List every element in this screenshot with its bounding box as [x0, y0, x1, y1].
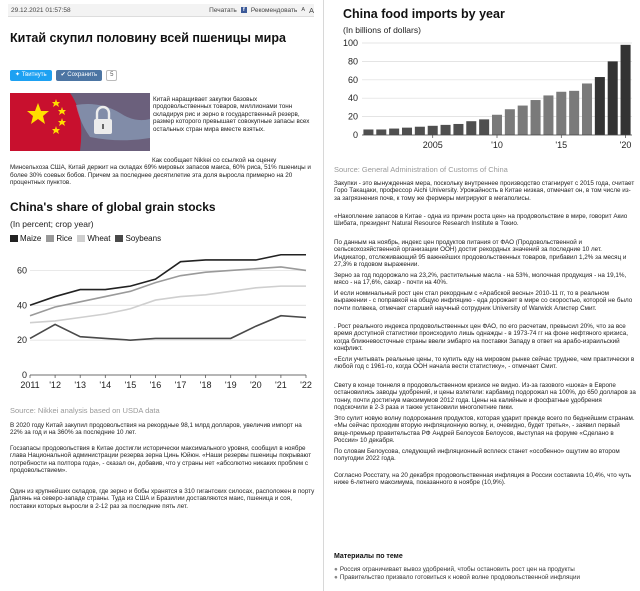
- vk-icon: ✔: [60, 72, 68, 78]
- y-tick-label: 40: [16, 300, 27, 311]
- bar-2014: [543, 95, 553, 135]
- bar-2004: [415, 127, 425, 135]
- legend-swatch: [115, 235, 123, 242]
- bullet-icon: ●: [334, 566, 338, 573]
- x-tick-label: '13: [74, 380, 87, 390]
- legend-label: Rice: [56, 234, 73, 243]
- share-bar: [10, 70, 117, 81]
- grain-stocks-chart: [10, 245, 310, 395]
- recommend-link[interactable]: Рекомендовать: [250, 6, 298, 14]
- x-tick-label: '16: [149, 380, 162, 390]
- y-tick-label: 100: [342, 38, 358, 48]
- print-link[interactable]: Печатать: [209, 6, 237, 14]
- bar-2017: [582, 83, 592, 135]
- imports-chart-subtitle: (In billions of dollars): [343, 25, 421, 35]
- x-tick-label: '18: [199, 380, 212, 390]
- article-paragraph: И если номинальный рост цен стал рекордным с «Арабской весны» 2010-11 гг, то в реальном выражении - с поправкой на общую инфляцию - еда дорожает в мире со скоростью, которой не было почти полвека, отмечает старший научный сотрудник University of Warwick Алистер Смит.: [334, 290, 633, 312]
- bar-2008: [466, 121, 476, 135]
- bar-2019: [608, 61, 618, 135]
- related-materials-heading: Материалы по теме: [334, 553, 403, 560]
- bar-2003: [402, 128, 412, 135]
- bar-2001: [376, 129, 386, 135]
- article-toolbar: [8, 4, 314, 17]
- y-tick-label: 20: [16, 335, 27, 346]
- article-paragraph: «Если учитывать реальные цены, то купить еду на мировом рынке сейчас труднее, чем практически в любой год с 1961-го, когда ООН начала вести статистику», - отмечает Смит.: [334, 356, 635, 371]
- twitter-icon: ✦: [15, 72, 22, 78]
- bullet-icon: ●: [334, 574, 338, 581]
- article-paragraph: Госзапасы продовольствия в Китае достигли исторически максимального уровня, сообщил в ноябре глава Национальной администрации резерва зерна Цинь Юйюн. «Наши резервы пшеницы покрывают потребности на полтора года», - сказал он, добавив, что у страны нет «абсолютно никаких проблем с продовольствием».: [10, 445, 312, 475]
- bar-2009: [479, 119, 489, 135]
- x-tick-label: '17: [174, 380, 187, 390]
- x-tick-label: '21: [275, 380, 287, 390]
- y-tick-label: 80: [347, 56, 358, 67]
- bar-2007: [453, 124, 463, 135]
- y-tick-label: 40: [347, 93, 358, 104]
- related-link[interactable]: ● Правительство призвало готовиться к новой волне продовольственной инфляции: [334, 574, 580, 581]
- grain-chart-source: Source: Nikkei analysis based on USDA data: [10, 406, 160, 415]
- article-paragraph: Как сообщает Nikkei со ссылкой на оценку Минсельхоза США, Китай держит на складах 69% мировых запасов маиса, 60% риса, 51% пшеницы и более 30% соевых бобов. Причем за последнее десятилетие эта доля выросла примерно на 20 процентных пунктов.: [10, 157, 311, 187]
- y-tick-label: 20: [347, 111, 358, 122]
- vk-save-button[interactable]: ✔ Сохранить: [56, 70, 103, 81]
- legend-item-wheat: [77, 234, 110, 243]
- imports-chart-title: China food imports by year: [343, 7, 505, 21]
- legend-label: Wheat: [87, 234, 111, 243]
- legend-swatch: [46, 235, 54, 242]
- article-paragraph: По словам Белоусова, следующий инфляционный всплеск станет «особенно» ощутим во втором полугодии 2022 года.: [334, 448, 620, 463]
- imports-chart-source: Source: General Administration of Customs of China: [334, 165, 508, 174]
- grain-chart-subtitle: (In percent; crop year): [10, 219, 94, 229]
- article-paragraph: Согласно Росстату, на 20 декабря продовольственная инфляция в России составила 10,4%, что чуть ниже 6-летнего максимума, показанного в ноябре (10,9%).: [334, 472, 632, 487]
- tweet-button[interactable]: ✦ Твитнуть: [10, 70, 52, 81]
- bar-2006: [441, 125, 451, 135]
- related-link[interactable]: ● Россия ограничивает вывоз удобрений, чтобы остановить рост цен на продукты: [334, 566, 575, 573]
- x-tick-label: '22: [300, 380, 312, 390]
- bar-2020: [621, 45, 631, 135]
- grain-chart-legend: [10, 234, 161, 243]
- bar-2012: [518, 106, 528, 135]
- article-paragraph: Один из крупнейших складов, где зерно и бобы хранятся в 310 гигантских силосах, расположен в порту Далянь на северо-западе страны. Туда из США и Бразилии доставляются маис, пшеница и соя, поставки которых выросли в 2-12 раз за последние пять лет.: [10, 488, 315, 510]
- bar-2002: [389, 129, 399, 135]
- article-paragraph: Китай наращивает закупки базовых продовольственных товаров, миллионами тонн складируя рис и зерно в государственный резерв, размер которого превышает совокупные запасы всех остальных стран мира вместе взятых.: [153, 96, 310, 133]
- x-tick-label: '10: [491, 140, 503, 150]
- article-paragraph: Зерно за год подорожало на 23,2%, растительные масла - на 53%, молочная продукция - на 19,1%, мясо - на 17,6%, сахар - почти на 40%.: [334, 272, 627, 287]
- legend-item-soybeans: [115, 234, 161, 243]
- bar-2005: [428, 126, 438, 135]
- x-tick-label: '15: [124, 380, 137, 390]
- x-tick-label: '12: [49, 380, 61, 390]
- y-tick-label: 60: [16, 265, 27, 276]
- bar-2015: [556, 92, 566, 135]
- legend-swatch: [10, 235, 18, 242]
- y-tick-label: 0: [352, 130, 358, 140]
- bar-2010: [492, 115, 502, 135]
- article-title: Китай скупил половину всей пшеницы мира: [10, 31, 286, 45]
- font-decrease-button[interactable]: А: [301, 7, 305, 13]
- article-paragraph: Закупки - это вынужденная мера, поскольку внутреннее производство стагнирует с 2015 года, считает Горо Такацаки, профессор Aichi University. Урожайность в Китае низкая, отмечает он, в том числе из-за загрязнения почв, к тому же фермеры мигрируют в мегаполисы.: [334, 180, 635, 202]
- article-paragraph: В 2020 году Китай закупил продовольствия на рекордные 98,1 млрд долларов, увеличив импорт на 22% за год и на 360% за последние 10 лет.: [10, 422, 302, 437]
- x-tick-label: '14: [99, 380, 112, 390]
- bar-2013: [531, 100, 541, 135]
- article-paragraph: «Накопление запасов в Китае - одна из причин роста цен» на продовольствие в мире, говорит Акио Шибата, президент Natural Resource Research Institute в Токио.: [334, 213, 628, 228]
- font-increase-button[interactable]: А: [308, 5, 314, 15]
- related-materials-list: [334, 566, 636, 582]
- article-paragraph: . Рост реального индекса продовольственных цен ФАО, по его расчетам, превысил 20%, что за все время доступной статистики происходило лишь однажды - в 1973-74 гг на фоне нефтяного кризиса, когда ближневосточные страны ввели эмбарго на поставки Западу в ответ на арабо-израильский конфликт.: [334, 323, 628, 353]
- column-divider: [323, 0, 324, 591]
- legend-label: Soybeans: [125, 234, 162, 243]
- china-flag-lock-image: [10, 93, 150, 151]
- x-tick-label: '20: [249, 380, 262, 390]
- x-tick-label: '19: [224, 380, 237, 390]
- article-paragraph: Это сулит новую волну подорожания продуктов, которая ударит прежде всего по беднейшим странам. «Мы сейчас проходим вторую инфляционную волну, и, очевидно, будет третья», - заявил первый вице-премьер правительства РФ Андрей Белоусов Белоусов, выступая на форуме «Сделано в России» 10 декабря.: [334, 415, 635, 445]
- facebook-icon: f: [241, 7, 247, 13]
- legend-item-rice: [46, 234, 72, 243]
- legend-swatch: [77, 235, 85, 242]
- legend-item-maize: [10, 234, 41, 243]
- legend-label: Maize: [20, 234, 42, 243]
- publish-date: 29.12.2021 01:57:58: [11, 6, 71, 14]
- bar-2000: [363, 129, 373, 135]
- x-tick-label: 2005: [422, 140, 443, 150]
- y-tick-label: 60: [347, 74, 358, 85]
- x-tick-label: '20: [619, 140, 632, 150]
- article-paragraph: Свету в конце тоннеля в продовольственном кризисе не видно. Из-за газового «шока» в Европе остановились заводы удобрений, и цены взлетели: карбамид подорожал на 100%, до 650 долларов за тонну, почти достигнув максимумов 2012 года. Цены на калийные и фосфатные удобрения подскочили в 2-3 раза и также установили многолетние пики.: [334, 382, 636, 412]
- x-tick-label: '15: [555, 140, 568, 150]
- article-paragraph: По данным на ноябрь, индекс цен продуктов питания от ФАО (Продовольственной и сельскохозяйственной организации ООН) достиг рекордных значений за последние 10 лет. Индикатор, отслеживающий 95 важнейших продовольственных товаров, прибавил 1,2% за месяц и 27,3% в годовом выражении.: [334, 239, 627, 269]
- food-imports-chart: [334, 35, 636, 153]
- y-tick-label: 0: [21, 370, 27, 380]
- bar-2018: [595, 77, 605, 135]
- grain-chart-title: China's share of global grain stocks: [10, 200, 216, 214]
- share-count: 5: [106, 70, 117, 81]
- x-tick-label: 2011: [20, 380, 40, 390]
- bar-2016: [569, 91, 579, 135]
- bar-2011: [505, 109, 515, 135]
